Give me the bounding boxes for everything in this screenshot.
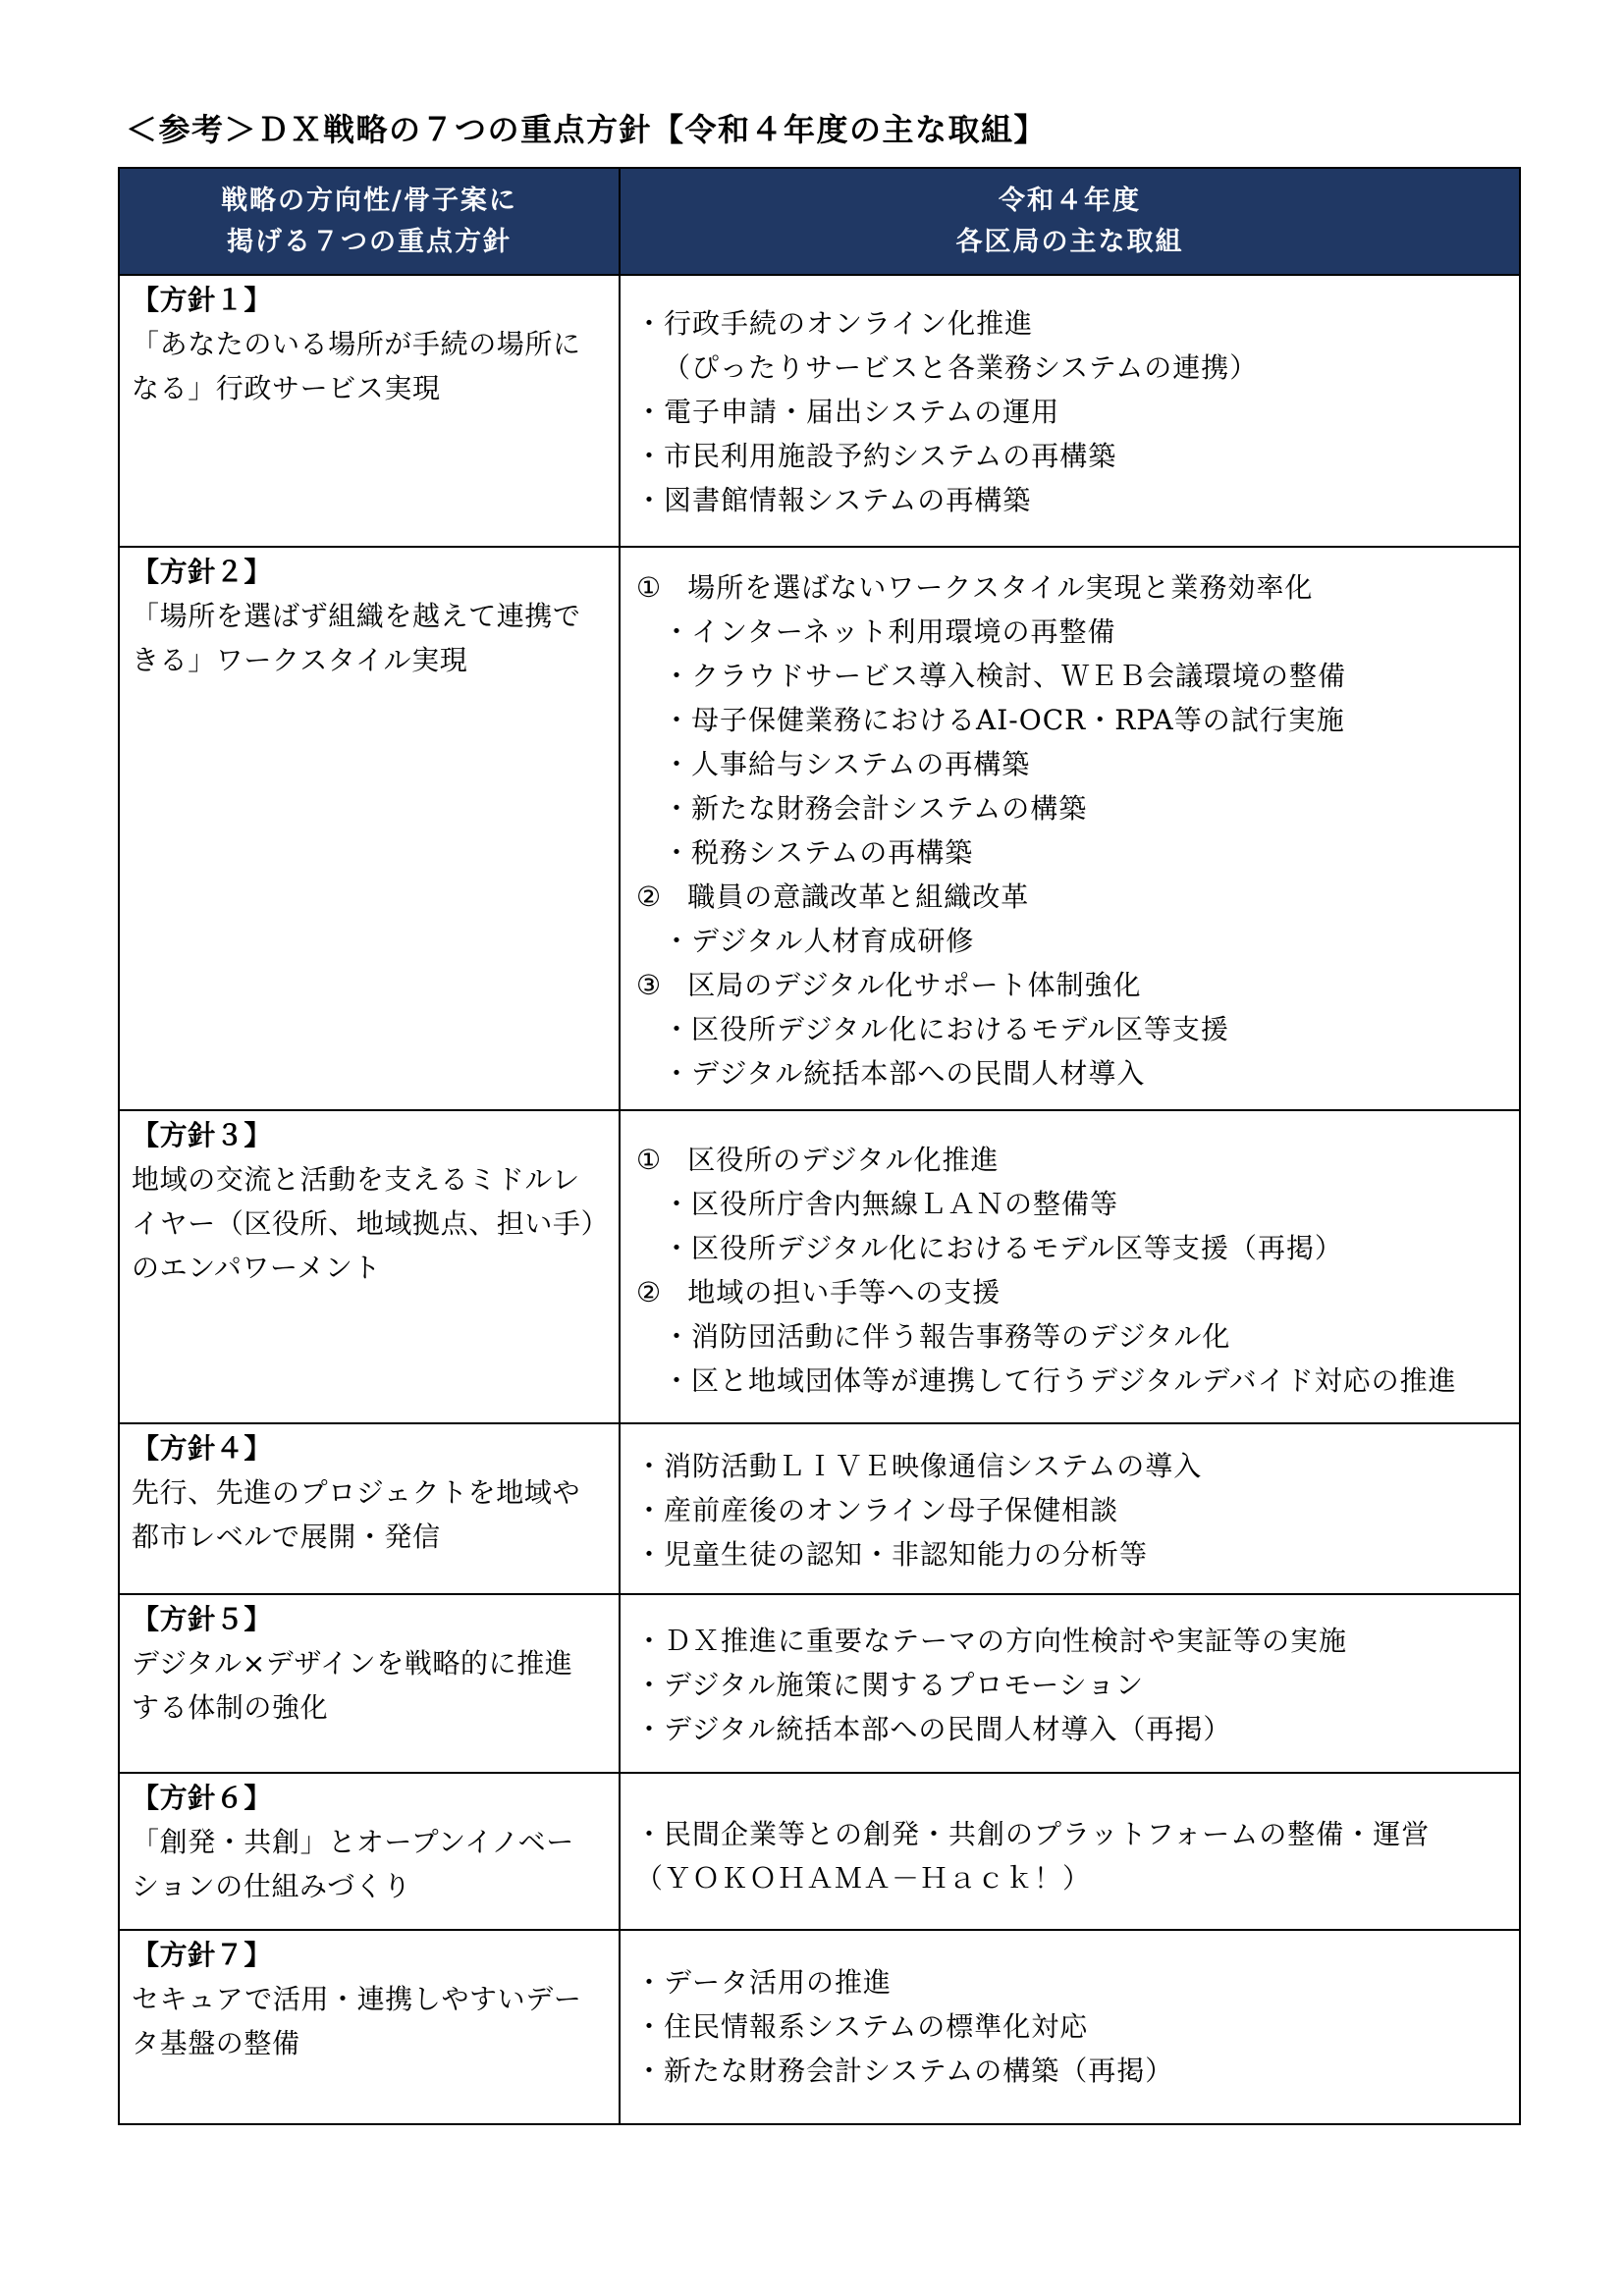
action-item: ・児童生徒の認知・非認知能力の分析等: [635, 1538, 1149, 1571]
action-item: ・デジタル人材育成研修: [663, 925, 975, 957]
action-group-heading: [635, 565, 1519, 610]
policy-row: [120, 276, 1519, 548]
action-item: ・人事給与システムの再構築: [663, 748, 1031, 780]
header-line: 掲げる７つの重点方針: [227, 226, 512, 257]
actions-cell: [621, 1595, 1519, 1772]
actions-cell: [621, 1774, 1519, 1929]
group-number: ①: [635, 571, 663, 604]
policy-row: [120, 1931, 1519, 2123]
policy-text-line: タ基盤の整備: [132, 2027, 300, 2059]
policy-row: [120, 1111, 1519, 1424]
action-item: ・デジタル統括本部への民間人材導入: [663, 1057, 1146, 1090]
policy-text-line: 「場所を選ばず組織を越えて連携で: [132, 600, 581, 632]
action-item: ・区役所デジタル化におけるモデル区等支援（再掲）: [663, 1232, 1343, 1264]
policy-text-line: 「あなたのいる場所が手続の場所に: [132, 328, 581, 360]
policy-label: 【方針４】: [132, 1432, 273, 1465]
policy-text-line: 先行、先進のプロジェクトを地域や: [132, 1476, 581, 1509]
group-number: ②: [635, 1276, 663, 1308]
action-group-heading: [635, 1270, 1519, 1314]
group-number: ②: [635, 881, 663, 913]
policy-label: 【方針５】: [132, 1603, 273, 1635]
policy-row: [120, 1595, 1519, 1774]
header-line: 令和４年度: [999, 185, 1141, 216]
action-item: ・区と地域団体等が連携して行うデジタルデバイド対応の推進: [663, 1364, 1457, 1397]
page-title: ＜参考＞ＤＸ戦略の７つの重点方針【令和４年度の主な取組】: [126, 111, 1048, 148]
action-group-heading: [635, 1138, 1519, 1182]
action-item: ・データ活用の推進: [635, 1966, 893, 1999]
action-item: ・区役所デジタル化におけるモデル区等支援: [663, 1013, 1229, 1045]
policy-cell: [120, 1595, 621, 1772]
action-item: ・ＤＸ推進に重要なテーマの方向性検討や実証等の実施: [635, 1625, 1348, 1657]
policy-cell: [120, 1774, 621, 1929]
actions-cell: [621, 1931, 1519, 2123]
policy-cell: [120, 1931, 621, 2123]
header-line: 各区局の主な取組: [955, 226, 1184, 257]
policy-table: [118, 167, 1521, 2125]
policy-text-line: 「創発・共創」とオープンイノベー: [132, 1826, 574, 1858]
header-line: 戦略の方向性/骨子案に: [221, 185, 517, 216]
actions-cell: [621, 1111, 1519, 1422]
group-number: ①: [635, 1144, 663, 1176]
action-item: ・母子保健業務におけるAI-OCR・RPA等の試行実施: [663, 704, 1345, 736]
action-item: ・行政手続のオンライン化推進: [635, 307, 1034, 340]
policy-label: 【方針６】: [132, 1782, 273, 1814]
policy-cell: [120, 1111, 621, 1422]
action-item: ・デジタル統括本部への民間人材導入（再掲）: [635, 1713, 1232, 1745]
policy-text-line: する体制の強化: [132, 1691, 329, 1724]
group-heading-text: 場所を選ばないワークスタイル実現と業務効率化: [687, 571, 1314, 604]
policy-text-line: デジタル×デザインを戦略的に推進: [132, 1647, 573, 1680]
policy-text-line: 都市レベルで展開・発信: [132, 1521, 441, 1553]
policy-text-line: セキュアで活用・連携しやすいデー: [132, 1983, 582, 2015]
action-item: ・市民利用施設予約システムの再構築: [635, 440, 1117, 472]
policy-cell: [120, 548, 621, 1109]
action-item: ・クラウドサービス導入検討、ＷＥＢ会議環境の整備: [663, 660, 1347, 692]
policy-text-line: のエンパワーメント: [132, 1252, 382, 1284]
actions-cell: [621, 1424, 1519, 1593]
actions-cell: [621, 276, 1519, 546]
group-number: ③: [635, 969, 663, 1001]
policy-row: [120, 1774, 1519, 1931]
table-body: [120, 276, 1519, 2123]
policy-text-line: 地域の交流と活動を支えるミドルレ: [132, 1163, 580, 1196]
policy-label: 【方針１】: [132, 284, 273, 316]
action-group-heading: [635, 963, 1519, 1007]
policy-label: 【方針３】: [132, 1119, 273, 1151]
action-item: ・消防団活動に伴う報告事務等のデジタル化: [663, 1320, 1231, 1353]
action-item: ・デジタル施策に関するプロモーション: [635, 1669, 1145, 1701]
group-heading-text: 職員の意識改革と組織改革: [687, 881, 1030, 913]
policy-cell: [120, 276, 621, 546]
actions-cell: [621, 548, 1519, 1109]
action-item-note: （ぴったりサービスと各業務システムの連携）: [663, 351, 1259, 384]
action-item: ・産前産後のオンライン母子保健相談: [635, 1494, 1119, 1526]
policy-text-line: ションの仕組みづくり: [132, 1870, 411, 1902]
policy-row: [120, 548, 1519, 1111]
group-heading-text: 区局のデジタル化サポート体制強化: [687, 969, 1142, 1001]
table-header: [120, 169, 1519, 276]
action-item: ・民間企業等との創発・共創のプラットフォームの整備・運営: [635, 1818, 1431, 1850]
action-item: ・住民情報系システムの標準化対応: [635, 2010, 1089, 2043]
action-item: ・図書館情報システムの再構築: [635, 484, 1032, 516]
action-item: （ＹＯＫＯＨＡＭＡ－Ｈａｃｋ！）: [635, 1862, 1092, 1895]
action-group-heading: [635, 875, 1519, 919]
group-heading-text: 区役所のデジタル化推進: [687, 1144, 1000, 1176]
header-policy-column: [120, 169, 621, 274]
policy-row: [120, 1424, 1519, 1595]
action-item: ・区役所庁舎内無線ＬＡＮの整備等: [663, 1188, 1119, 1220]
action-item: ・電子申請・届出システムの運用: [635, 396, 1060, 428]
policy-label: 【方針７】: [132, 1939, 273, 1971]
policy-cell: [120, 1424, 621, 1593]
policy-text-line: きる」ワークスタイル実現: [132, 644, 468, 676]
header-actions-column: [621, 169, 1519, 274]
action-item: ・インターネット利用環境の再整備: [663, 615, 1116, 648]
action-item: ・消防活動ＬＩＶＥ映像通信システムの導入: [635, 1450, 1203, 1482]
action-item: ・新たな財務会計システムの構築（再掲）: [635, 2055, 1174, 2087]
policy-text-line: イヤー（区役所、地域拠点、担い手）: [132, 1207, 610, 1240]
group-heading-text: 地域の担い手等への支援: [687, 1276, 1001, 1308]
policy-text-line: なる」行政サービス実現: [132, 372, 441, 404]
policy-label: 【方針２】: [132, 556, 273, 588]
action-item: ・新たな財務会計システムの構築: [663, 792, 1088, 825]
action-item: ・税務システムの再構築: [663, 836, 974, 869]
